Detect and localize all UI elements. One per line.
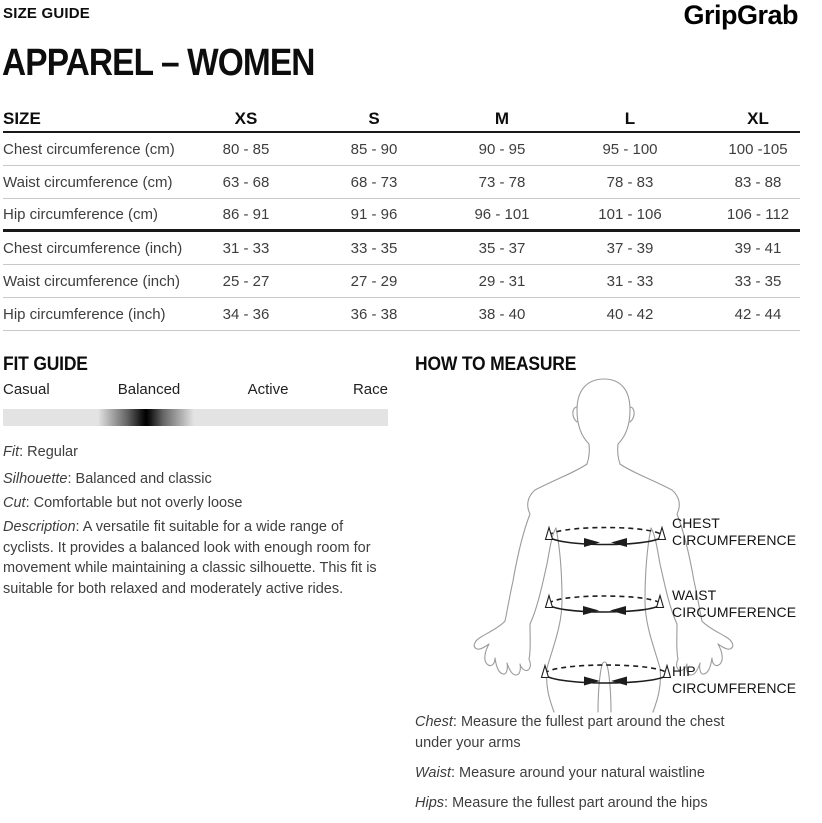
table-row-chest-inch	[3, 232, 800, 265]
size-cell: 38 - 40	[478, 305, 526, 323]
column-header-xs: XS	[234, 108, 258, 128]
arrow-right-icon	[584, 677, 600, 686]
size-cell: 33 - 35	[350, 239, 398, 257]
measure-label-chest: CHEST CIRCUMFERENCE	[672, 515, 797, 548]
brand-logo: GripGrab	[683, 0, 798, 30]
fit-scale-labels	[3, 381, 388, 399]
size-cell: 25 - 27	[222, 272, 270, 290]
measure-label-waist: WAIST CIRCUMFERENCE	[672, 587, 797, 620]
fit-scale-label-race: Race	[352, 381, 388, 398]
fit-scale-label-casual: Casual	[3, 381, 50, 398]
size-cell: 27 - 29	[350, 272, 398, 290]
table-row-waist-cm	[3, 166, 800, 199]
fit-attribute-description	[3, 517, 395, 599]
size-cell: 85 - 90	[350, 140, 398, 158]
size-cell: 78 - 83	[606, 173, 654, 191]
size-cell: 91 - 96	[350, 205, 398, 223]
fit-scale-label-balanced: Balanced	[117, 381, 181, 398]
instruction-label: Hips	[415, 795, 445, 811]
measure-instructions	[415, 712, 753, 823]
size-table	[3, 106, 800, 331]
size-cell: 101 - 106	[598, 205, 662, 223]
hip-measure-line	[542, 665, 671, 686]
size-cell: 34 - 36	[222, 305, 270, 323]
column-header-l: L	[624, 108, 636, 128]
measure-label-hip: HIP CIRCUMFERENCE	[672, 663, 797, 696]
fit-scale-bar	[3, 409, 388, 426]
fit-attribute-label: Description	[3, 519, 76, 535]
row-label: Waist circumference (inch)	[3, 272, 180, 290]
how-to-measure-heading: HOW TO MEASURE	[415, 354, 577, 375]
row-label: Chest circumference (inch)	[3, 239, 183, 257]
column-header-m: M	[494, 108, 510, 128]
size-cell: 100 -105	[728, 140, 788, 158]
column-header-s: S	[368, 108, 380, 128]
row-label: Waist circumference (cm)	[3, 173, 173, 191]
instruction-chest	[415, 712, 753, 754]
fit-guide-heading: FIT GUIDE	[3, 354, 88, 375]
size-cell: 83 - 88	[734, 173, 782, 191]
instruction-value: : Measure the fullest part around the chest under your arms	[415, 714, 725, 751]
arrow-left-icon	[611, 677, 627, 686]
fit-attribute-value: : Comfortable but not overly loose	[25, 495, 243, 511]
table-row-chest-cm	[3, 133, 800, 166]
size-cell: 106 - 112	[726, 205, 790, 223]
size-cell: 42 - 44	[734, 305, 782, 323]
fit-guide-section	[3, 352, 395, 632]
fit-attribute-label: Silhouette	[3, 471, 68, 487]
fit-attribute-value: : A versatile fit suitable for a wide range of cyclists. It provides a balanced look with enough room for movement while maintaining a classic silhouette. This fit is suitable for both relaxed and moderately active rides.	[3, 519, 377, 597]
row-label: Hip circumference (inch)	[3, 305, 166, 323]
fit-attribute-value: : Regular	[19, 444, 78, 460]
instruction-value: : Measure around your natural waistline	[451, 765, 705, 781]
arrow-left-icon	[611, 538, 627, 547]
size-cell: 33 - 35	[734, 272, 782, 290]
fit-attribute-cut	[3, 493, 242, 514]
size-cell: 31 - 33	[606, 272, 654, 290]
instruction-label: Waist	[415, 765, 451, 781]
arrow-right-icon	[584, 538, 600, 547]
page-title: APPAREL – WOMEN	[2, 42, 315, 84]
size-cell: 39 - 41	[734, 239, 782, 257]
size-cell: 90 - 95	[478, 140, 526, 158]
fit-attribute-label: Cut	[3, 495, 26, 511]
row-label: Hip circumference (cm)	[3, 205, 159, 223]
instruction-value: : Measure the fullest part around the hips	[444, 795, 708, 811]
row-label: Chest circumference (cm)	[3, 140, 175, 158]
size-cell: 80 - 85	[222, 140, 270, 158]
size-cell: 68 - 73	[350, 173, 398, 191]
size-cell: 95 - 100	[602, 140, 658, 158]
arrow-left-icon	[610, 606, 626, 615]
size-cell: 96 - 101	[474, 205, 530, 223]
fit-attribute-value: : Balanced and classic	[67, 471, 212, 487]
size-table-header-row	[3, 106, 800, 133]
column-header-size: SIZE	[3, 108, 41, 128]
column-header-xl: XL	[747, 108, 769, 128]
size-cell: 63 - 68	[222, 173, 270, 191]
size-cell: 36 - 38	[350, 305, 398, 323]
chest-measure-line	[546, 528, 666, 548]
table-row-hip-inch	[3, 298, 800, 331]
page-kicker: SIZE GUIDE	[3, 5, 91, 22]
fit-attribute-label: Fit	[3, 444, 20, 460]
fit-scale-indicator	[98, 409, 194, 426]
size-cell: 86 - 91	[222, 205, 270, 223]
table-row-hip-cm	[3, 199, 800, 232]
size-cell: 40 - 42	[606, 305, 654, 323]
instruction-label: Chest	[415, 714, 453, 730]
fit-attribute-fit	[3, 442, 78, 463]
fit-scale-label-active: Active	[247, 381, 289, 398]
instruction-waist	[415, 763, 753, 784]
table-row-waist-inch	[3, 265, 800, 298]
instruction-hips	[415, 793, 753, 814]
fit-attribute-silhouette	[3, 469, 212, 490]
size-cell: 35 - 37	[478, 239, 526, 257]
size-cell: 31 - 33	[222, 239, 270, 257]
arrow-right-icon	[583, 606, 599, 615]
size-cell: 73 - 78	[478, 173, 526, 191]
size-cell: 37 - 39	[606, 239, 654, 257]
size-cell: 29 - 31	[478, 272, 526, 290]
